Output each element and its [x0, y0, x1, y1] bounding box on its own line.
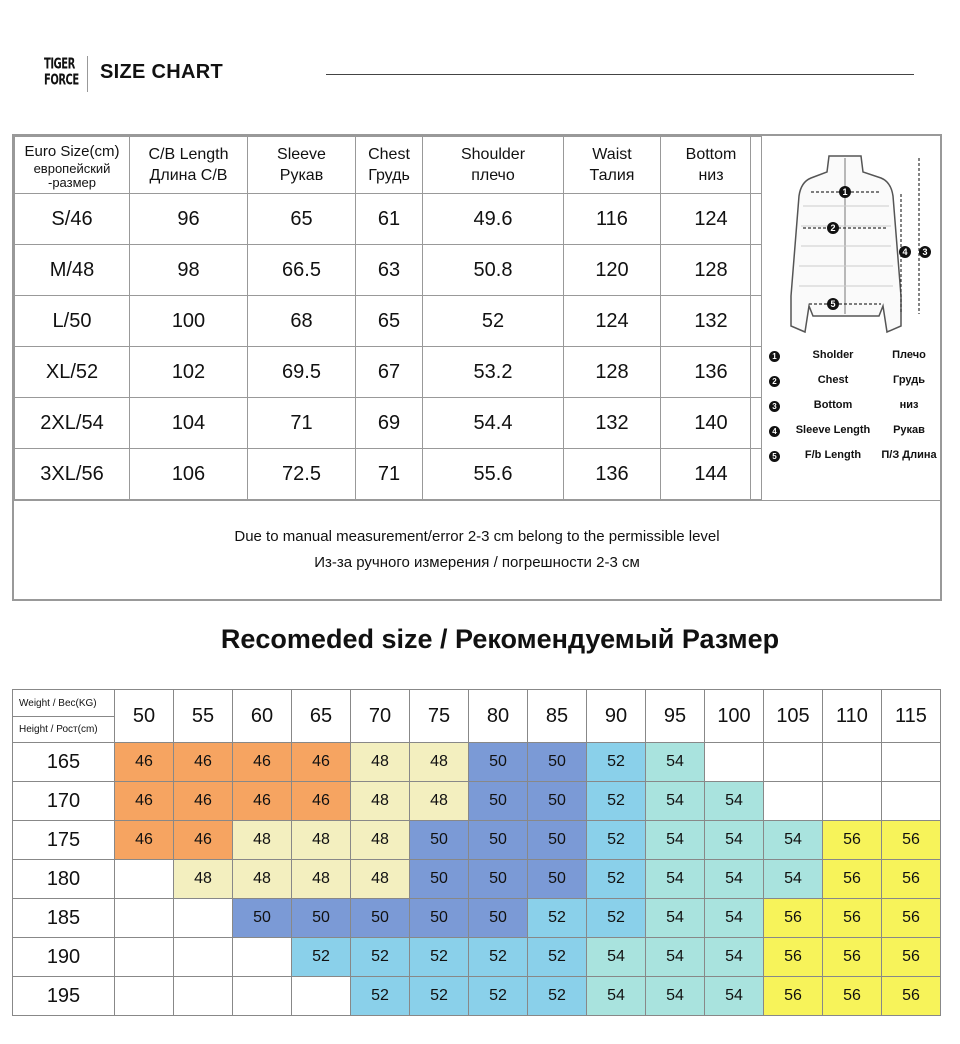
recommended-size-cell: [115, 860, 174, 899]
recommended-size-cell: 56: [882, 860, 941, 899]
recommended-size-cell: [233, 977, 292, 1016]
recommended-size-cell: 46: [115, 743, 174, 782]
legend-label-ru: П/З Длина: [881, 449, 937, 461]
weight-header-cell: 115: [882, 690, 941, 743]
size-col-header: [248, 137, 356, 194]
marker-3: [919, 246, 931, 258]
recommended-size-cell: 54: [646, 821, 705, 860]
weight-header-cell: 75: [410, 690, 469, 743]
size-cell: 69.5: [248, 347, 356, 398]
recommended-size-cell: 46: [174, 821, 233, 860]
table-row: [13, 743, 941, 782]
jacket-measurement-diagram: [751, 136, 941, 341]
legend-number: 3: [769, 401, 780, 412]
header-separator: [87, 56, 88, 92]
size-cell: 54.4: [423, 398, 564, 449]
recommended-size-cell: [233, 938, 292, 977]
legend-label-ru: Рукав: [893, 424, 925, 436]
recommended-size-cell: 56: [882, 977, 941, 1016]
size-col-header-ru: низ: [698, 167, 724, 184]
jacket-outline: [791, 156, 901, 332]
recommended-size-title: Recomeded size / Рекомендуемый Размер: [220, 624, 780, 654]
recommended-size-cell: [174, 938, 233, 977]
recommended-size-cell: 50: [469, 782, 528, 821]
size-chart-box: [12, 134, 942, 601]
size-col-header: [356, 137, 423, 194]
size-cell: 100: [130, 296, 248, 347]
svg-text:1: 1: [842, 187, 848, 197]
legend-label-ru: Плечо: [892, 349, 926, 361]
legend-label-en: Sholder: [812, 349, 854, 361]
logo-line-2: FORCE: [44, 72, 79, 89]
header-rule: [326, 74, 914, 75]
marker-4: [899, 246, 911, 258]
size-col-header-en: Waist: [592, 146, 632, 163]
weight-header-cell: 90: [587, 690, 646, 743]
recommended-size-cell: 54: [587, 977, 646, 1016]
weight-header-cell: 80: [469, 690, 528, 743]
table-row: [13, 860, 941, 899]
table-row: [13, 977, 941, 1016]
size-cell: M/48: [15, 245, 130, 296]
legend-label-en: F/b Length: [804, 449, 862, 461]
table-row: [13, 782, 941, 821]
size-cell: 136: [564, 449, 661, 500]
recommended-size-cell: [764, 743, 823, 782]
legend-label-ru: низ: [899, 399, 919, 411]
recommended-size-cell: 48: [174, 860, 233, 899]
table-row: [13, 821, 941, 860]
table-row: [15, 296, 762, 347]
recommended-size-cell: 50: [469, 899, 528, 938]
recommended-size-cell: 52: [292, 938, 351, 977]
recommended-size-cell: 56: [823, 938, 882, 977]
recommended-size-cell: [705, 743, 764, 782]
recommended-size-cell: 46: [115, 782, 174, 821]
recommended-size-cell: 56: [764, 938, 823, 977]
legend-item: [769, 398, 941, 423]
weight-header-cell: 65: [292, 690, 351, 743]
size-cell: 144: [661, 449, 762, 500]
size-cell: 116: [564, 194, 661, 245]
size-cell: 136: [661, 347, 762, 398]
recommended-size-cell: 50: [528, 860, 587, 899]
size-cell: 49.6: [423, 194, 564, 245]
size-col-header: [15, 137, 130, 194]
recommended-size-cell: 54: [705, 821, 764, 860]
table-corner: [13, 690, 115, 743]
recommended-size-cell: 52: [587, 743, 646, 782]
height-header-cell: 170: [13, 782, 115, 821]
size-col-header-en: Chest: [368, 146, 410, 163]
recommended-size-cell: [764, 782, 823, 821]
recommended-size-cell: 52: [528, 938, 587, 977]
size-cell: 69: [356, 398, 423, 449]
recommended-size-cell: 50: [469, 743, 528, 782]
recommended-size-cell: 50: [528, 821, 587, 860]
recommended-size-cell: 50: [233, 899, 292, 938]
table-row: [15, 245, 762, 296]
size-cell: 67: [356, 347, 423, 398]
legend-item: [769, 448, 941, 473]
svg-text:2: 2: [830, 223, 836, 233]
recommended-size-cell: 54: [705, 938, 764, 977]
height-header-cell: 165: [13, 743, 115, 782]
size-cell: XL/52: [15, 347, 130, 398]
table-row: [13, 938, 941, 977]
legend-label-en: Chest: [817, 374, 849, 386]
size-cell: 55.6: [423, 449, 564, 500]
recommended-size-cell: 52: [351, 977, 410, 1016]
size-col-header: [564, 137, 661, 194]
size-cell: 124: [661, 194, 762, 245]
legend-item: [769, 423, 941, 448]
recommended-size-cell: 46: [174, 743, 233, 782]
recommended-size-cell: 52: [469, 977, 528, 1016]
height-header-cell: 180: [13, 860, 115, 899]
size-cell: 132: [564, 398, 661, 449]
recommended-size-cell: [882, 743, 941, 782]
recommended-size-cell: 52: [587, 860, 646, 899]
recommended-size-cell: 50: [351, 899, 410, 938]
size-cell: 124: [564, 296, 661, 347]
recommended-size-cell: 50: [410, 821, 469, 860]
weight-header-cell: 55: [174, 690, 233, 743]
size-cell: 53.2: [423, 347, 564, 398]
recommended-size-cell: 48: [351, 821, 410, 860]
size-col-header-ru: плечо: [471, 167, 515, 184]
size-col-header: [661, 137, 762, 194]
recommended-size-cell: 56: [823, 821, 882, 860]
size-col-header-en: Shoulder: [460, 146, 526, 163]
size-cell: 66.5: [248, 245, 356, 296]
recommended-size-cell: [115, 899, 174, 938]
recommended-size-cell: 54: [646, 860, 705, 899]
legend-item: [769, 348, 941, 373]
recommended-size-cell: 54: [646, 977, 705, 1016]
recommended-size-cell: 56: [823, 860, 882, 899]
recommended-size-cell: 48: [351, 860, 410, 899]
recommended-size-cell: 48: [233, 860, 292, 899]
recommended-size-cell: 56: [823, 899, 882, 938]
recommended-size-cell: 48: [351, 743, 410, 782]
corner-height-label: Height / Рост(cm): [19, 724, 98, 735]
recommended-size-cell: 54: [705, 782, 764, 821]
recommended-size-cell: 52: [528, 899, 587, 938]
measurement-note-area: [14, 500, 940, 600]
weight-header-cell: 100: [705, 690, 764, 743]
recommended-size-cell: 54: [646, 899, 705, 938]
recommended-size-cell: [823, 743, 882, 782]
recommended-size-cell: 48: [292, 821, 351, 860]
legend-label-en: Sleeve Length: [795, 424, 871, 436]
size-cell: 132: [661, 296, 762, 347]
recommended-size-cell: 52: [587, 899, 646, 938]
weight-header-row: [13, 690, 941, 743]
table-row: [15, 194, 762, 245]
measurement-legend: [769, 348, 941, 473]
logo-line-1: TIGER: [44, 56, 75, 73]
legend-label-en: Bottom: [813, 399, 853, 411]
brand-logo: [44, 56, 79, 92]
recommended-size-cell: 56: [823, 977, 882, 1016]
recommended-size-cell: 46: [233, 782, 292, 821]
size-cell: 104: [130, 398, 248, 449]
recommended-size-cell: 52: [587, 782, 646, 821]
weight-header-cell: 85: [528, 690, 587, 743]
size-cell: 2XL/54: [15, 398, 130, 449]
recommended-size-cell: 46: [115, 821, 174, 860]
recommended-size-cell: 54: [764, 821, 823, 860]
recommended-size-cell: 54: [705, 860, 764, 899]
recommended-size-cell: 50: [528, 743, 587, 782]
table-row: [15, 398, 762, 449]
size-col-header: [423, 137, 564, 194]
size-chart-table: [14, 136, 762, 500]
recommended-size-cell: [882, 782, 941, 821]
table-row: [15, 347, 762, 398]
recommended-size-cell: 56: [764, 899, 823, 938]
legend-item: [769, 373, 941, 398]
size-cell: 96: [130, 194, 248, 245]
size-cell: 63: [356, 245, 423, 296]
size-col-header-ru: Рукав: [279, 167, 324, 184]
recommended-size-cell: 54: [646, 743, 705, 782]
size-cell: 3XL/56: [15, 449, 130, 500]
table-row: [15, 449, 762, 500]
legend-number: 4: [769, 426, 780, 437]
recommended-size-cell: 48: [410, 743, 469, 782]
size-cell: 65: [356, 296, 423, 347]
size-cell: 128: [661, 245, 762, 296]
svg-text:5: 5: [830, 299, 836, 309]
size-cell: 52: [423, 296, 564, 347]
legend-number: 5: [769, 451, 780, 462]
recommended-size-cell: [115, 977, 174, 1016]
recommended-size-cell: 46: [233, 743, 292, 782]
recommended-size-cell: 52: [410, 938, 469, 977]
weight-header-cell: 60: [233, 690, 292, 743]
size-col-header-ru: Грудь: [368, 167, 410, 184]
recommended-size-cell: 50: [469, 860, 528, 899]
recommended-size-cell: [823, 782, 882, 821]
size-cell: 128: [564, 347, 661, 398]
recommended-size-cell: 52: [351, 938, 410, 977]
recommended-size-cell: 48: [233, 821, 292, 860]
recommended-size-cell: 56: [882, 899, 941, 938]
size-cell: 68: [248, 296, 356, 347]
size-col-header-ru: Талия: [589, 167, 635, 184]
corner-weight-label: Weight / Вес(KG): [19, 698, 97, 709]
recommended-size-cell: 48: [410, 782, 469, 821]
recommended-size-cell: 52: [469, 938, 528, 977]
weight-header-cell: 105: [764, 690, 823, 743]
size-cell: 71: [356, 449, 423, 500]
size-cell: 140: [661, 398, 762, 449]
svg-text:3: 3: [922, 247, 928, 257]
marker-1: [839, 186, 851, 198]
height-header-cell: 190: [13, 938, 115, 977]
recommended-size-cell: [115, 938, 174, 977]
recommended-size-cell: 54: [705, 977, 764, 1016]
size-col-header-ru: европейский -размер: [33, 160, 111, 190]
recommended-size-cell: 52: [410, 977, 469, 1016]
size-col-header-ru: Длина C/B: [149, 167, 228, 184]
height-header-cell: 195: [13, 977, 115, 1016]
recommended-size-cell: 50: [410, 899, 469, 938]
jacket-diagram-panel: [750, 136, 942, 500]
recommended-size-cell: [174, 899, 233, 938]
height-header-cell: 185: [13, 899, 115, 938]
recommended-size-cell: 46: [174, 782, 233, 821]
weight-header-cell: 70: [351, 690, 410, 743]
recommended-size-cell: 48: [351, 782, 410, 821]
size-cell: 50.8: [423, 245, 564, 296]
marker-2: [827, 222, 839, 234]
legend-number: 2: [769, 376, 780, 387]
marker-5: [827, 298, 839, 310]
size-cell: S/46: [15, 194, 130, 245]
recommended-size-table: [12, 689, 941, 1016]
recommended-size-cell: 50: [469, 821, 528, 860]
recommended-size-cell: [174, 977, 233, 1016]
size-chart-header-row: [15, 137, 762, 194]
recommended-size-cell: 54: [646, 782, 705, 821]
recommended-size-cell: 56: [882, 938, 941, 977]
size-cell: 71: [248, 398, 356, 449]
recommended-size-cell: 54: [587, 938, 646, 977]
size-col-header-en: C/B Length: [148, 146, 229, 163]
weight-header-cell: 110: [823, 690, 882, 743]
recommended-size-cell: 56: [882, 821, 941, 860]
size-cell: 65: [248, 194, 356, 245]
recommended-size-cell: 56: [764, 977, 823, 1016]
legend-label-ru: Грудь: [893, 374, 925, 386]
weight-header-cell: 50: [115, 690, 174, 743]
size-cell: 72.5: [248, 449, 356, 500]
table-row: [13, 899, 941, 938]
measurement-note-en: Due to manual measurement/error 2-3 cm belong to the permissible level: [234, 528, 720, 545]
svg-text:4: 4: [902, 247, 908, 257]
size-cell: 120: [564, 245, 661, 296]
recommended-size-cell: 48: [292, 860, 351, 899]
size-cell: 61: [356, 194, 423, 245]
recommended-size-cell: 46: [292, 782, 351, 821]
height-header-cell: 175: [13, 821, 115, 860]
size-cell: 98: [130, 245, 248, 296]
measurement-note-ru: Из-за ручного измерения / погрешности 2-3 см: [314, 554, 640, 571]
recommended-size-cell: 46: [292, 743, 351, 782]
recommended-size-cell: 54: [764, 860, 823, 899]
size-cell: L/50: [15, 296, 130, 347]
recommended-size-cell: 50: [410, 860, 469, 899]
recommended-size-cell: 50: [528, 782, 587, 821]
recommended-size-cell: [292, 977, 351, 1016]
size-cell: 102: [130, 347, 248, 398]
size-col-header-en: Bottom: [685, 146, 737, 163]
page-title: SIZE CHART: [100, 61, 223, 83]
recommended-size-cell: 52: [587, 821, 646, 860]
size-col-header: [130, 137, 248, 194]
size-col-header-en: Sleeve: [277, 146, 326, 163]
recommended-size-cell: 52: [528, 977, 587, 1016]
size-cell: 106: [130, 449, 248, 500]
recommended-size-cell: 54: [705, 899, 764, 938]
recommended-size-cell: 50: [292, 899, 351, 938]
size-col-header-en: Euro Size(cm): [24, 142, 120, 160]
legend-number: 1: [769, 351, 780, 362]
weight-header-cell: 95: [646, 690, 705, 743]
recommended-size-cell: 54: [646, 938, 705, 977]
